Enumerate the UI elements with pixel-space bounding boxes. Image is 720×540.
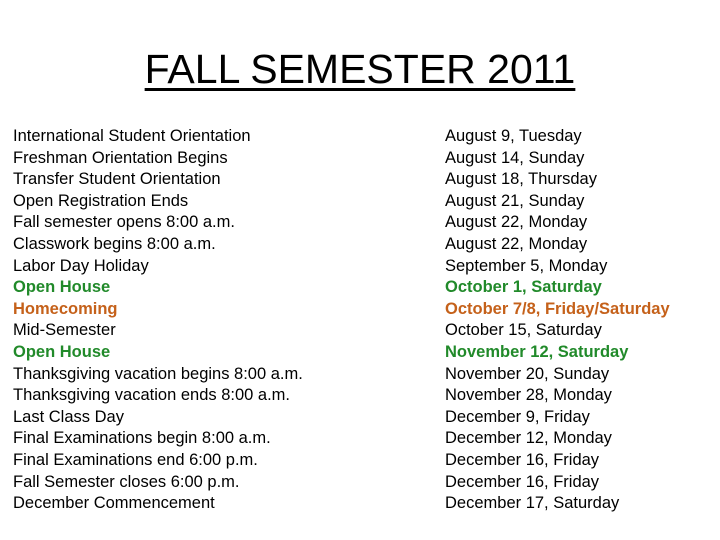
event-date: September 5, Monday	[445, 256, 608, 275]
event-label: Fall Semester closes 6:00 p.m.	[13, 472, 240, 491]
event-date: November 28, Monday	[445, 386, 612, 405]
event-label: Open House	[13, 342, 111, 361]
event-label: Transfer Student Orientation	[13, 170, 221, 189]
event-label: Final Examinations end 6:00 p.m.	[13, 450, 258, 469]
event-date: December 17, Saturday	[445, 494, 620, 513]
event-date: August 14, Sunday	[445, 148, 585, 167]
event-label: Open House	[13, 278, 111, 297]
event-label: Fall semester opens 8:00 a.m.	[13, 213, 235, 232]
event-date: December 12, Monday	[445, 429, 612, 448]
event-date: August 21, Sunday	[445, 191, 585, 210]
event-date: December 16, Friday	[445, 472, 600, 491]
event-date: August 9, Tuesday	[445, 127, 582, 145]
page-title-text: FALL SEMESTER 2011	[144, 46, 576, 92]
event-date: August 22, Monday	[445, 213, 588, 232]
event-label: Homecoming	[13, 299, 118, 318]
event-date: December 9, Friday	[445, 407, 590, 426]
event-label: December Commencement	[13, 494, 215, 513]
event-date: October 1, Saturday	[445, 278, 602, 297]
event-label: Classwork begins 8:00 a.m.	[13, 234, 216, 253]
event-label: International Student Orientation	[13, 127, 251, 145]
event-label: Mid-Semester	[13, 321, 116, 340]
event-date: August 18, Thursday	[445, 170, 597, 189]
event-date: December 16, Friday	[445, 450, 600, 469]
event-date: August 22, Monday	[445, 234, 588, 253]
event-label-list	[13, 126, 433, 515]
event-label: Freshman Orientation Begins	[13, 148, 228, 167]
event-date-list	[445, 126, 715, 515]
event-label: Labor Day Holiday	[13, 256, 149, 275]
event-date: November 20, Sunday	[445, 364, 610, 383]
event-label: Thanksgiving vacation begins 8:00 a.m.	[13, 364, 303, 383]
event-label: Last Class Day	[13, 407, 124, 426]
page-title	[0, 44, 720, 94]
event-label: Final Examinations begin 8:00 a.m.	[13, 429, 271, 448]
event-label: Open Registration Ends	[13, 191, 189, 210]
event-label: Thanksgiving vacation ends 8:00 a.m.	[13, 386, 290, 405]
event-date: November 12, Saturday	[445, 342, 629, 361]
event-date: October 15, Saturday	[445, 321, 602, 340]
event-date: October 7/8, Friday/Saturday	[445, 299, 670, 318]
